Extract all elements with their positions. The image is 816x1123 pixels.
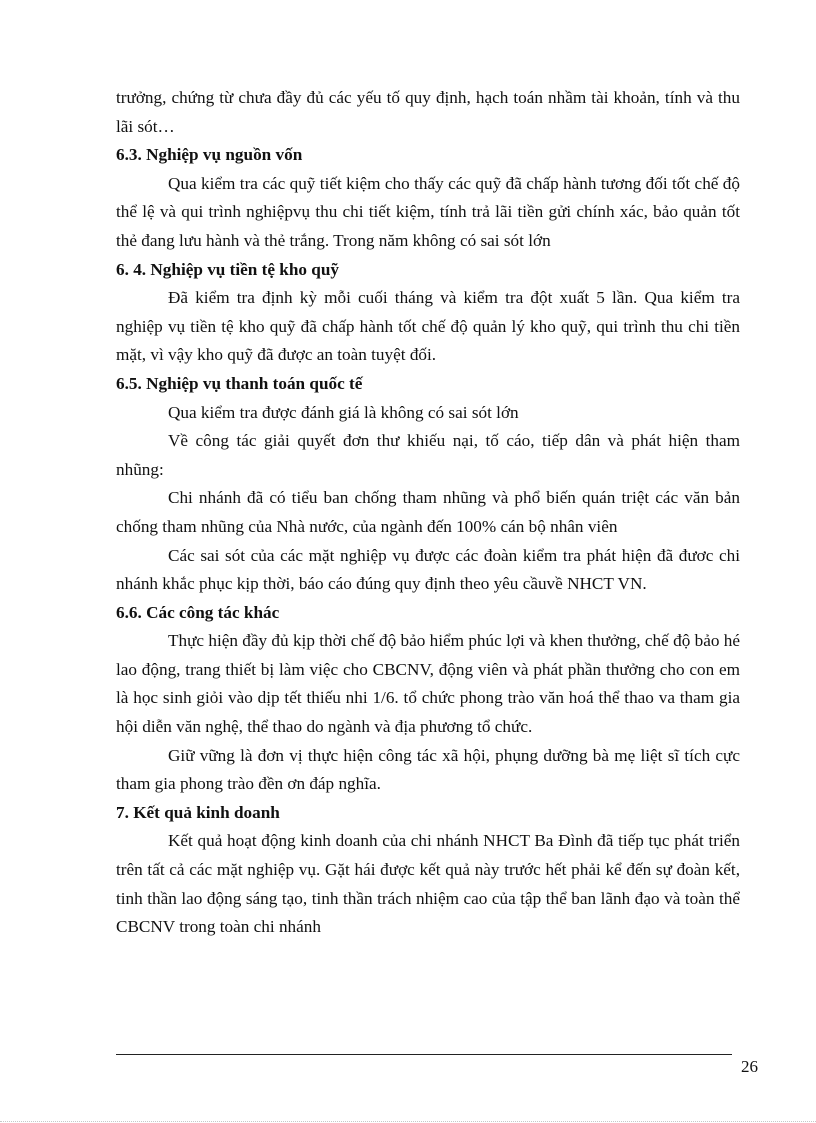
page-body	[116, 84, 740, 942]
footer-rule	[116, 1054, 732, 1055]
section-heading: 6.6. Các công tác khác	[116, 602, 280, 622]
body-paragraph: Về công tác giải quyết đơn thư khiếu nại, tố cáo, tiếp dân và phát hiện tham nhũng:	[116, 431, 740, 479]
body-paragraph: Qua kiểm tra được đánh giá là không có sai sót lớn	[168, 402, 519, 422]
body-paragraph: Qua kiểm tra các quỹ tiết kiệm cho thấy các quỹ đã chấp hành tương đối tốt chế độ thể lệ và qui trình nghiệpvụ thu chi tiết kiệm, tính trả lãi tiền gửi chính xác, bảo quản tốt thẻ đang lưu hành và thẻ trắng. Trong năm không có sai sót lớn	[116, 173, 740, 250]
section-heading: 7. Kết quả kinh doanh	[116, 802, 280, 822]
section-heading: 6. 4. Nghiệp vụ tiền tệ kho quỹ	[116, 259, 340, 279]
body-paragraph: trưởng, chứng từ chưa đầy đủ các yếu tố quy định, hạch toán nhầm tài khoản, tính và thu lãi sót…	[116, 88, 740, 136]
body-paragraph: Các sai sót của các mặt nghiệp vụ được các đoàn kiểm tra phát hiện đã đươc chi nhánh khắc phục kịp thời, báo cáo đúng quy định theo yêu cầuvề NHCT VN.	[116, 545, 740, 594]
body-paragraph: Giữ vững là đơn vị thực hiện công tác xã hội, phụng dưỡng bà mẹ liệt sĩ tích cực tham gia phong trào đền ơn đáp nghĩa.	[116, 745, 740, 794]
body-paragraph: Đã kiểm tra định kỳ mỗi cuối tháng và kiểm tra đột xuất 5 lần. Qua kiểm tra nghiệp vụ tiền tệ kho quỹ đã chấp hành tốt chế độ quản lý kho quỹ, qui trình thu chi tiền mặt, vì vậy kho quỹ đã được an toàn tuyệt đối.	[116, 288, 740, 365]
body-paragraph: Chi nhánh đã có tiểu ban chống tham nhũng và phổ biến quán triệt các văn bản chống tham nhũng của Nhà nước, của ngành đến 100% cán bộ nhân viên	[116, 488, 740, 536]
page-number: 26	[741, 1057, 758, 1076]
page-bottom-border	[0, 1121, 816, 1122]
section-heading: 6.3. Nghiệp vụ nguồn vốn	[116, 145, 303, 165]
body-paragraph: Kết quả hoạt động kinh doanh của chi nhánh NHCT Ba Đình đã tiếp tục phát triển trên tất cả các mặt nghiệp vụ. Gặt hái được kết quả này trước hết phải kể đến sự đoàn kết, tinh thần lao động sáng tạo, tinh thần trách nhiệm cao của tập thể ban lãnh đạo và toàn thể CBCNV trong toàn chi nhánh	[116, 831, 740, 937]
body-paragraph: Thực hiện đầy đủ kịp thời chế độ bảo hiểm phúc lợi và khen thưởng, chế độ bảo hé lao động, trang thiết bị làm việc cho CBCNV, động viên và phát phần thưởng cho con em là học sinh giỏi vào dịp tết thiếu nhi 1/6. tổ chức phong trào văn hoá thể thao va tham gia hội diễn văn nghệ, thể thao do ngành và địa phương tổ chức.	[116, 631, 740, 737]
section-heading: 6.5. Nghiệp vụ thanh toán quốc tế	[116, 373, 363, 393]
